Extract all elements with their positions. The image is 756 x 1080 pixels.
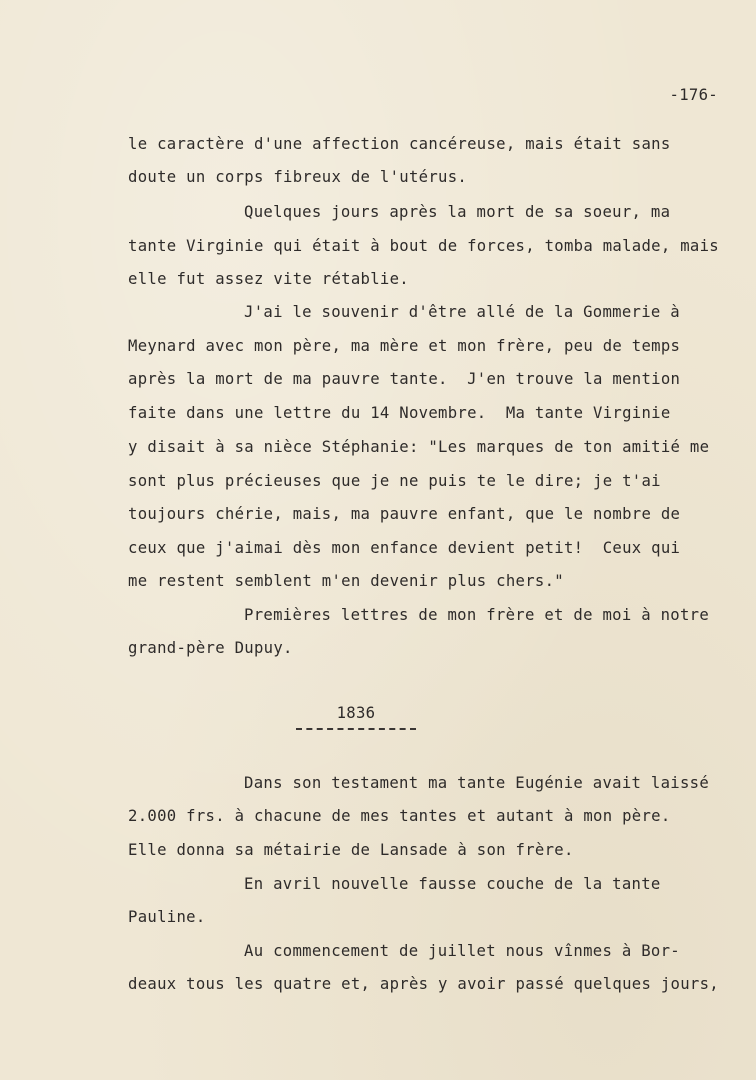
text-line: ceux que j'aimai dès mon enfance devient petit! Ceux qui	[128, 539, 681, 557]
text-line: toujours chérie, mais, ma pauvre enfant, que le nombre de	[128, 505, 681, 523]
text-line: Premières lettres de mon frère et de moi à notre	[244, 606, 710, 624]
text-line: doute un corps fibreux de l'utérus.	[128, 168, 468, 186]
text-line: Dans son testament ma tante Eugénie avait laissé	[244, 774, 710, 792]
page-number: -176-	[669, 86, 718, 104]
text-line: Quelques jours après la mort de sa soeur, ma	[244, 203, 671, 221]
text-line: faite dans une lettre du 14 Novembre. Ma tante Virginie	[128, 404, 671, 422]
text-line: le caractère d'une affection cancéreuse, mais était sans	[128, 135, 671, 153]
text-line: sont plus précieuses que je ne puis te le dire; je t'ai	[128, 472, 661, 490]
text-line: deaux tous les quatre et, après y avoir passé quelques jours,	[128, 975, 719, 993]
text-line: J'ai le souvenir d'être allé de la Gommerie à	[244, 303, 680, 321]
text-line: Elle donna sa métairie de Lansade à son frère.	[128, 841, 574, 859]
text-line: 2.000 frs. à chacune de mes tantes et autant à mon père.	[128, 807, 671, 825]
text-line: après la mort de ma pauvre tante. J'en trouve la mention	[128, 370, 681, 388]
text-line: elle fut assez vite rétablie.	[128, 270, 409, 288]
text-line: Au commencement de juillet nous vînmes à Bor-	[244, 942, 680, 960]
text-line: y disait à sa nièce Stéphanie: "Les marques de ton amitié me	[128, 438, 710, 456]
text-line: me restent semblent m'en devenir plus chers."	[128, 572, 564, 590]
heading-underline	[296, 728, 416, 730]
text-line: En avril nouvelle fausse couche de la tante	[244, 875, 661, 893]
text-line: Pauline.	[128, 908, 206, 926]
text-line: grand-père Dupuy.	[128, 639, 293, 657]
text-line: tante Virginie qui était à bout de forces, tomba malade, mais	[128, 237, 719, 255]
text-line: Meynard avec mon père, ma mère et mon frère, peu de temps	[128, 337, 681, 355]
section-heading-year: 1836	[336, 704, 376, 722]
